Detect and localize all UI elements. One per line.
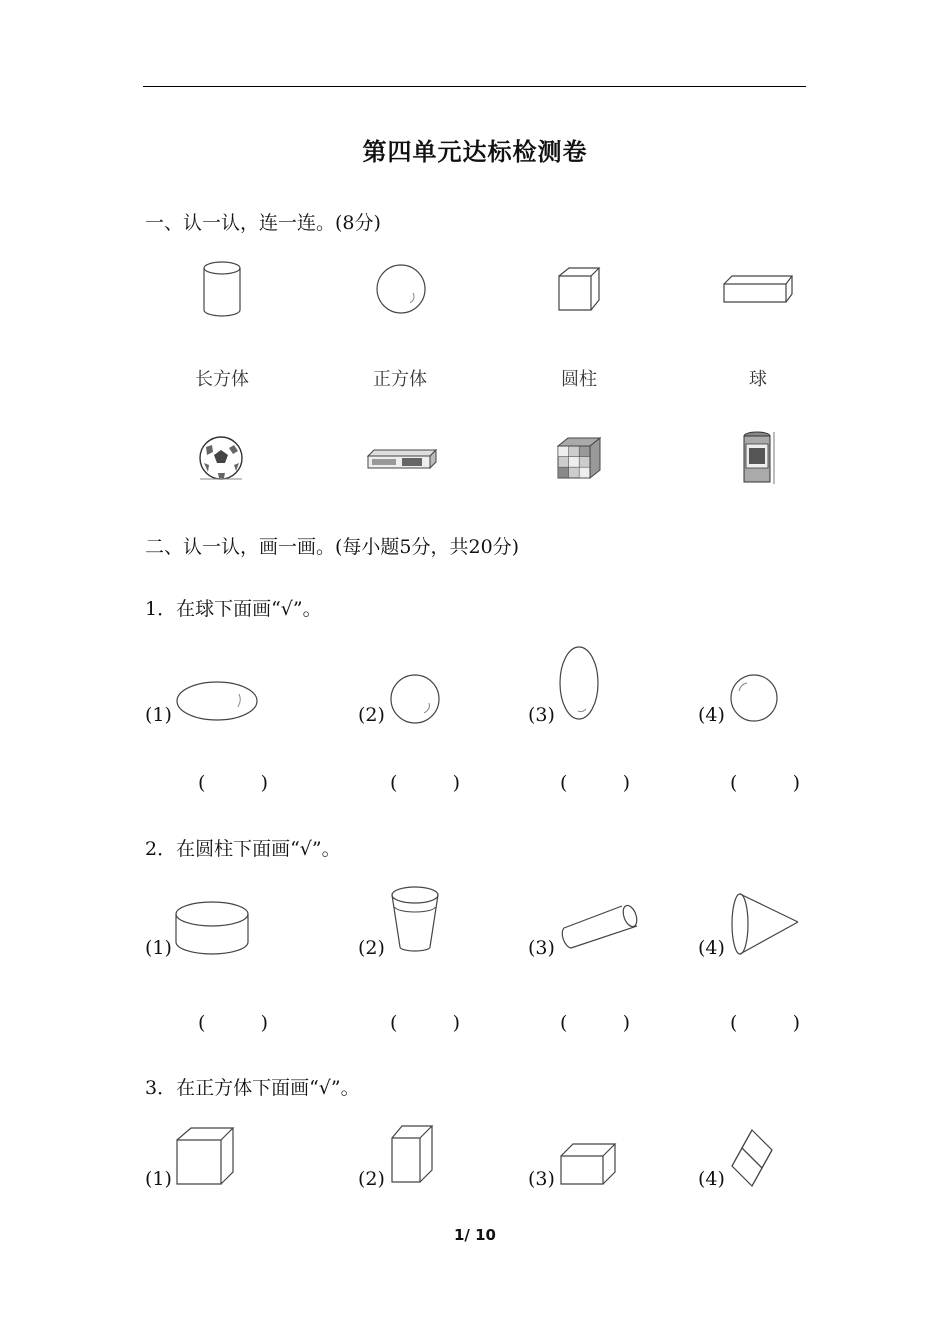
- section2-heading: 二、认一认，画一画。(每小题5分，共20分): [145, 536, 520, 558]
- q2-item1-number: (1): [145, 937, 172, 959]
- q3-item2-number: (2): [358, 1168, 385, 1190]
- q2-answer-2[interactable]: ( ): [390, 1012, 460, 1034]
- cone-icon: [728, 890, 800, 958]
- tall-cuboid-icon: [390, 1124, 434, 1184]
- q1-item4-number: (4): [698, 704, 725, 726]
- q1-answer-2[interactable]: ( ): [390, 772, 460, 794]
- ellipse-horizontal-icon: [175, 680, 259, 722]
- page-footer: 1/ 10: [453, 1226, 496, 1244]
- cuboid-icon: [722, 274, 794, 304]
- rubiks-cube-icon: [556, 436, 602, 480]
- sphere-icon: [729, 673, 779, 723]
- rotated-cube-icon: [730, 1128, 774, 1188]
- cylinder-icon: [202, 260, 242, 318]
- q3-prompt: 3．在正方体下面画“√”。: [145, 1077, 360, 1099]
- q3-item1-number: (1): [145, 1168, 172, 1190]
- label-cube: 正方体: [373, 369, 427, 390]
- q2-item2-number: (2): [358, 937, 385, 959]
- q1-item2-number: (2): [358, 704, 385, 726]
- label-cuboid: 长方体: [195, 369, 249, 390]
- section1-heading: 一、认一认，连一连。(8分): [145, 212, 381, 234]
- soccer-ball-icon: [198, 435, 244, 481]
- q3-item4-number: (4): [698, 1168, 725, 1190]
- q2-prompt: 2．在圆柱下面画“√”。: [145, 838, 341, 860]
- label-sphere: 球: [749, 369, 767, 390]
- sphere-icon: [389, 673, 441, 725]
- q1-answer-4[interactable]: ( ): [730, 772, 800, 794]
- short-cylinder-icon: [174, 900, 250, 958]
- q3-item3-number: (3): [528, 1168, 555, 1190]
- ellipse-vertical-icon: [558, 645, 600, 723]
- cube-icon: [175, 1126, 237, 1188]
- toothpaste-box-icon: [366, 448, 438, 470]
- q1-item1-number: (1): [145, 704, 172, 726]
- q1-answer-3[interactable]: ( ): [560, 772, 630, 794]
- sphere-icon: [375, 263, 427, 315]
- header-rule: [143, 86, 806, 87]
- label-cylinder: 圆柱: [561, 369, 597, 390]
- q2-answer-3[interactable]: ( ): [560, 1012, 630, 1034]
- q2-item4-number: (4): [698, 937, 725, 959]
- q1-prompt: 1．在球下面画“√”。: [145, 598, 322, 620]
- q1-answer-1[interactable]: ( ): [198, 772, 268, 794]
- tilted-cylinder-icon: [558, 904, 642, 952]
- q2-answer-4[interactable]: ( ): [730, 1012, 800, 1034]
- q1-item3-number: (3): [528, 704, 555, 726]
- cube-icon: [557, 266, 601, 312]
- flat-cuboid-icon: [559, 1142, 619, 1186]
- page-title: 第四单元达标检测卷: [362, 138, 588, 166]
- q2-item3-number: (3): [528, 937, 555, 959]
- cup-icon: [389, 885, 441, 953]
- tea-can-icon: [741, 430, 777, 486]
- q2-answer-1[interactable]: ( ): [198, 1012, 268, 1034]
